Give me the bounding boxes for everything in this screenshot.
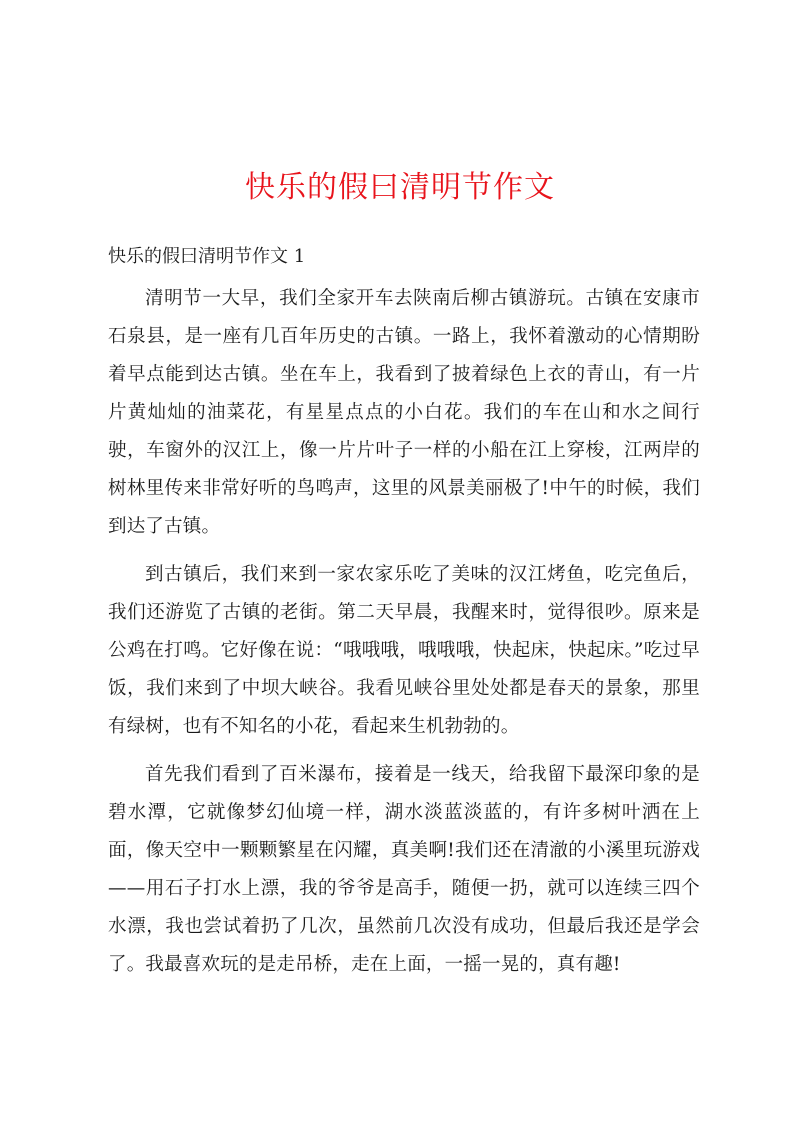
paragraph-1: 清明节一大早，我们全家开车去陕南后柳古镇游玩。古镇在安康市石泉县，是一座有几百年历史的古镇。一路上，我怀着激动的心情期盼着早点能到达古镇。坐在车上，我看到了披着绿色上衣的青山，有一片片黄灿灿的油菜花，有星星点点的小白花。我们的车在山和水之间行驶，车窗外的汉江上，像一片片叶子一样的小船在江上穿梭，江两岸的树林里传来非常好听的鸟鸣声，这里的风景美丽极了!中午的时候，我们到达了古镇。: [108, 288, 700, 537]
paragraph-3: 首先我们看到了百米瀑布，接着是一线天，给我留下最深印象的是碧水潭，它就像梦幻仙境一样，湖水淡蓝淡蓝的，有许多树叶洒在上面，像天空中一颗颗繁星在闪耀，真美啊!我们还在清澈的小溪里玩游戏——用石子打水上漂，我的爷爷是高手，随便一扔，就可以连续三四个水漂，我也尝试着扔了几次，虽然前几次没有成功，但最后我还是学会了。我最喜欢玩的是走吊桥，走在上面，一摇一晃的，真有趣!: [108, 764, 700, 975]
article-body: [108, 280, 700, 994]
section-heading: 快乐的假曰清明节作文 1: [108, 246, 306, 267]
document-title: 快乐的假曰清明节作文: [245, 170, 555, 205]
paragraph-2: 到古镇后，我们来到一家农家乐吃了美味的汉江烤鱼，吃完鱼后，我们还游览了古镇的老街。第二天早晨，我醒来时，觉得很吵。原来是公鸡在打鸣。它好像在说：“哦哦哦，哦哦哦，快起床，快起床。”吃过早饭，我们来到了中坝大峡谷。我看见峡谷里处处都是春天的景象，那里有绿树，也有不知名的小花，看起来生机勃勃的。: [108, 564, 700, 737]
